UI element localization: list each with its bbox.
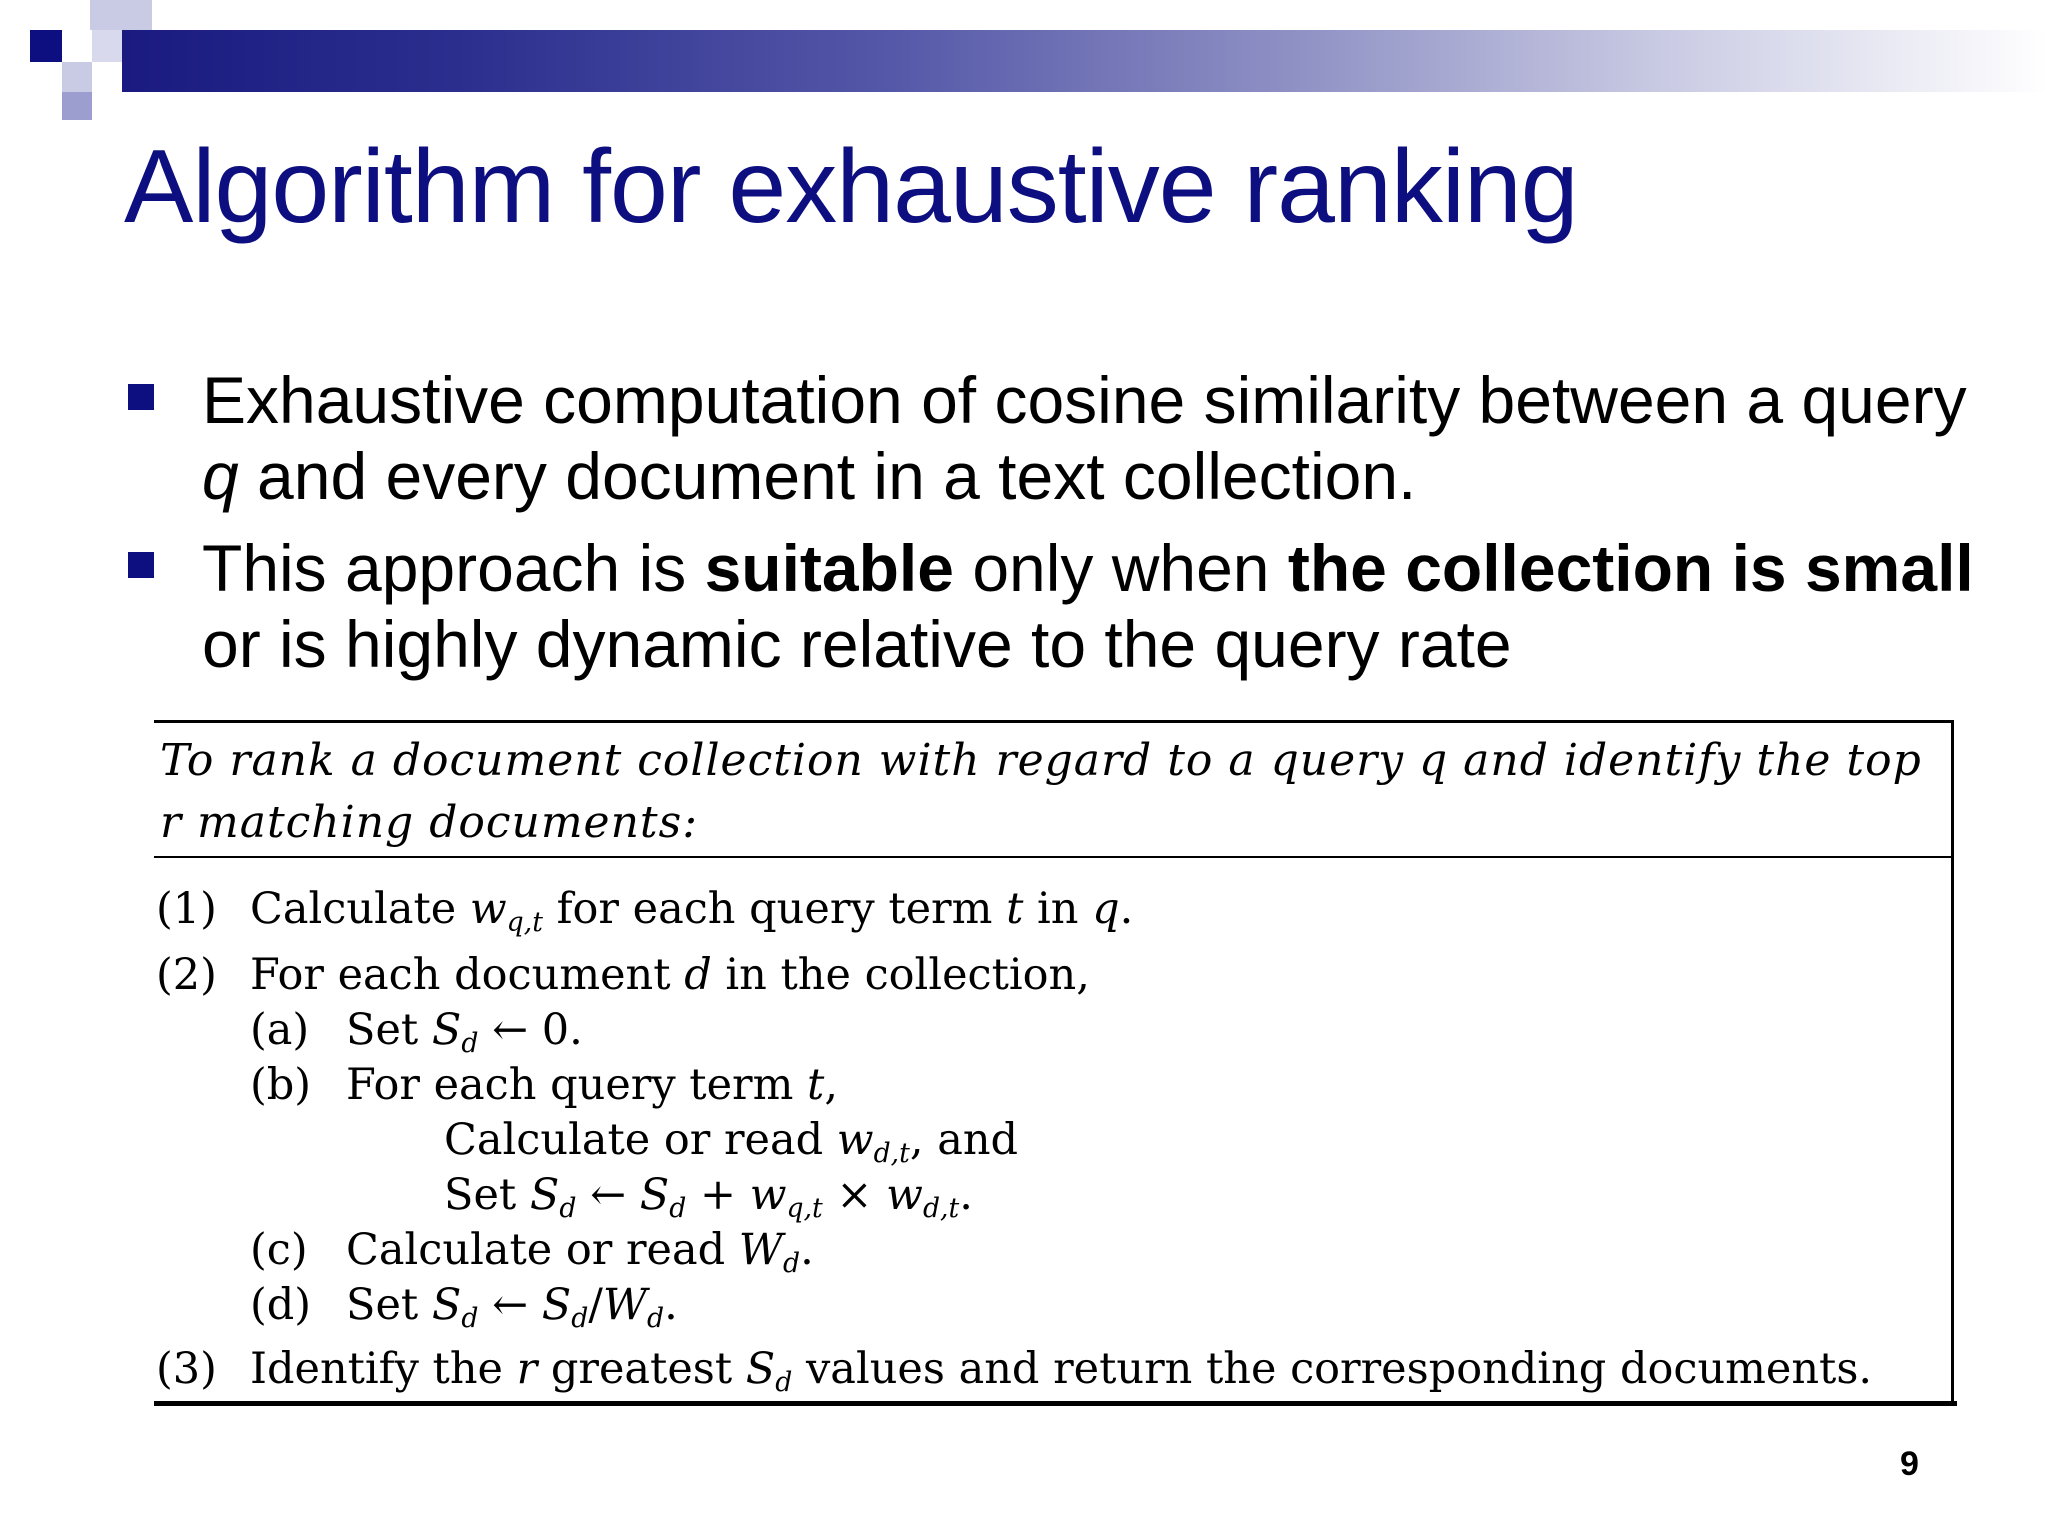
bullet-text: This approach is [202, 531, 705, 605]
math-var: W [738, 1225, 783, 1275]
header-deco-square-light-top [90, 0, 152, 30]
step-text: . [959, 1170, 973, 1220]
step-number: (b) [250, 1060, 312, 1110]
algorithm-step-3 [156, 1344, 1873, 1398]
step-number: (a) [250, 1005, 310, 1055]
math-operator: + [686, 1170, 750, 1220]
step-text: Set [346, 1280, 432, 1330]
math-subscript: d,t [873, 1137, 910, 1169]
math-subscript: d [783, 1247, 801, 1279]
header-deco-square-dark [30, 30, 62, 62]
math-var: t [807, 1060, 825, 1110]
algorithm-step-2d [250, 1280, 678, 1334]
math-var: S [639, 1170, 670, 1220]
math-subscript: d [461, 1027, 479, 1059]
math-subscript: d [669, 1192, 687, 1224]
algorithm-bottom-rule [154, 1401, 1957, 1406]
slide-title: Algorithm for exhaustive ranking [124, 129, 1578, 245]
bullet-item [124, 362, 2004, 514]
math-subscript: d [461, 1302, 479, 1334]
math-subscript: d [571, 1302, 589, 1334]
math-var: S [431, 1280, 462, 1330]
math-subscript: d [775, 1366, 793, 1398]
algorithm-step-2b-line1 [444, 1115, 1019, 1169]
step-text: in [1023, 884, 1093, 934]
step-text: Calculate or read [444, 1115, 837, 1165]
math-var: w [886, 1170, 923, 1220]
bullet-list [124, 362, 2004, 698]
step-text: . [1119, 884, 1134, 934]
algorithm-box [154, 720, 1954, 1406]
math-subscript: d [559, 1192, 577, 1224]
algorithm-step-1 [156, 884, 1134, 938]
bullet-bold: suitable [704, 531, 954, 605]
algorithm-step-2a [250, 1005, 583, 1059]
algorithm-step-2 [156, 950, 1090, 1000]
algorithm-step-2b-line2 [444, 1170, 973, 1224]
header-deco-square-pale [92, 30, 122, 62]
bullet-text: only when [953, 531, 1288, 605]
bullet-text: and every document in a text collection. [238, 439, 1417, 513]
bullet-text: or is highly dynamic relative to the query rate [202, 607, 1512, 681]
math-operator: ← [576, 1170, 640, 1220]
math-operator: / [588, 1280, 603, 1330]
math-var: r [516, 1344, 538, 1394]
math-var: w [749, 1170, 787, 1220]
bullet-emphasis: q [202, 439, 239, 513]
header-deco-square-mid [62, 62, 92, 92]
step-text: Calculate or read [346, 1225, 739, 1275]
step-text: in the collection, [711, 950, 1090, 1000]
step-text: For each document [250, 950, 685, 1000]
step-text: Set [346, 1005, 432, 1055]
step-text: , [824, 1060, 838, 1110]
math-var: S [431, 1005, 462, 1055]
step-number: (d) [250, 1280, 312, 1330]
step-text: ← 0. [478, 1005, 583, 1055]
algorithm-caption: To rank a document collection with regard to a query q and identify the top r matching documents: [160, 735, 1922, 848]
step-text: Set [444, 1170, 530, 1220]
math-var: t [1006, 884, 1024, 934]
algorithm-step-2c [250, 1225, 814, 1279]
step-number: (1) [156, 884, 217, 934]
page-number: 9 [1900, 1445, 1919, 1483]
math-var: q [1092, 884, 1120, 934]
math-operator: ← [478, 1280, 542, 1330]
math-subscript: d,t [922, 1192, 960, 1224]
math-subscript: q,t [506, 906, 543, 938]
bullet-item [124, 530, 2004, 682]
bullet-bold: the collection is small [1287, 531, 1974, 605]
step-number: (3) [156, 1344, 217, 1394]
step-text: for each query term [542, 884, 1007, 934]
algorithm-mid-rule [154, 856, 1954, 858]
step-text: . [800, 1225, 814, 1275]
step-text: Calculate [250, 884, 470, 934]
math-var: w [469, 884, 507, 934]
math-var: d [684, 950, 712, 1000]
step-number: (2) [156, 950, 217, 1000]
step-text: , and [909, 1115, 1019, 1165]
math-var: S [529, 1170, 560, 1220]
math-var: w [836, 1115, 874, 1165]
math-var: S [745, 1344, 776, 1394]
step-text: For each query term [346, 1060, 808, 1110]
step-text: Identify the [250, 1344, 517, 1394]
step-text: values and return the corresponding documents. [792, 1344, 1873, 1394]
math-subscript: d [647, 1302, 665, 1334]
header-deco-square-light [62, 92, 92, 120]
bullet-text: Exhaustive computation of cosine similarity between a query [202, 363, 1967, 437]
square-bullet-icon [128, 384, 154, 410]
math-var: W [602, 1280, 648, 1330]
math-var: S [541, 1280, 572, 1330]
algorithm-step-2b [250, 1060, 838, 1110]
header-gradient-bar [122, 30, 2048, 92]
math-subscript: q,t [786, 1192, 823, 1224]
step-number: (c) [250, 1225, 308, 1275]
math-operator: × [822, 1170, 887, 1220]
algorithm-top-rule [154, 720, 1954, 723]
square-bullet-icon [128, 552, 154, 578]
algorithm-right-rule [1951, 720, 1954, 1406]
step-text: greatest [537, 1344, 746, 1394]
step-text: . [664, 1280, 678, 1330]
